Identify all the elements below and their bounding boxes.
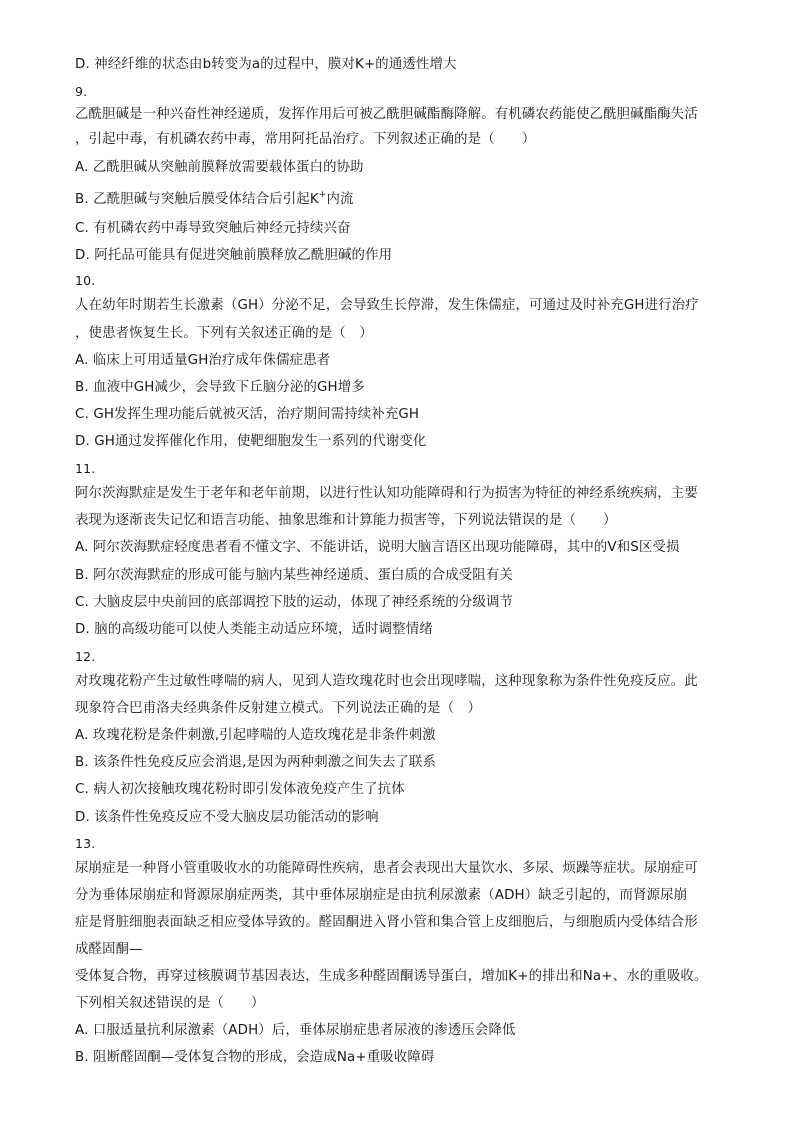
q12-option-c: C. 病人初次接触玫瑰花粉时即引发体液免疫产生了抗体 (75, 782, 405, 797)
q12-option-d: D. 该条件性免疫反应不受大脑皮层功能活动的影响 (75, 810, 379, 825)
q11-option-d: D. 脑的高级功能可以使人类能主动适应环境，适时调整情绪 (75, 622, 433, 637)
q13-stem-line2: 分为垂体尿崩症和肾源尿崩症两类，其中垂体尿崩症是由抗利尿激素（ADH）缺乏引起的，而肾源尿崩 (75, 888, 688, 903)
k-ion-charge: + (318, 190, 327, 200)
q10-option-a: A. 临床上可用适量GH治疗成年侏儒症患者 (75, 353, 331, 368)
q10-option-c: C. GH发挥生理功能后就被灭活，治疗期间需持续补充GH (75, 407, 420, 422)
q11-option-b: B. 阿尔茨海默症的形成可能与脑内某些神经递质、蛋白质的合成受阻有关 (75, 568, 513, 583)
q12-number: 12. (75, 649, 96, 664)
q13-option-b: B. 阻断醛固酮—受体复合物的形成，会造成Na+重吸收障碍 (75, 1050, 435, 1065)
q10-stem-line1: 人在幼年时期若生长激素（GH）分泌不足，会导致生长停滞，发生侏儒症，可通过及时补充GH进行治疗 (75, 298, 699, 313)
q13-stem-line4: 成醛固酮— (75, 942, 143, 957)
q10-option-d: D. GH通过发挥催化作用，使靶细胞发生一系列的代谢变化 (75, 434, 427, 449)
q9-number: 9. (75, 84, 88, 99)
q13-option-a: A. 口服适量抗利尿激素（ADH）后，垂体尿崩症患者尿液的渗透压会降低 (75, 1023, 516, 1038)
q11-option-c: C. 大脑皮层中央前回的底部调控下肢的运动，体现了神经系统的分级调节 (75, 595, 514, 610)
q9-option-b-tail: 内流 (326, 192, 354, 207)
q13-stem-line3: 症是肾脏细胞表面缺乏相应受体导致的。醛固酮进入肾小管和集合管上皮细胞后，与细胞质内受体结合形 (75, 915, 698, 930)
q10-stem-line2: ，使患者恢复生长。下列有关叙述正确的是（ ） (75, 326, 373, 341)
q9-option-c: C. 有机磷农药中毒导致突触后神经元持续兴奋 (75, 221, 351, 236)
q12-option-a: A. 玫瑰花粉是条件刺激,引起哮喘的人造玫瑰花是非条件刺激 (75, 728, 436, 743)
k-ion-symbol: K (309, 192, 319, 207)
q9-option-a: A. 乙酰胆碱从突触前膜释放需要载体蛋白的协助 (75, 160, 364, 175)
q12-option-b: B. 该条件性免疫反应会消退,是因为两种刺激之间失去了联系 (75, 755, 437, 770)
q11-stem-line2: 表现为逐渐丧失记忆和语言功能、抽象思维和计算能力损害等，下列说法错误的是（ ） (75, 513, 617, 528)
q8-option-d: D. 神经纤维的状态由b转变为a的过程中，膜对K+的通透性增大 (75, 57, 457, 72)
q11-stem-line1: 阿尔茨海默症是发生于老年和老年前期，以进行性认知功能障碍和行为损害为特征的神经系统疾病，主要 (75, 486, 698, 501)
q12-stem-line2: 现象符合巴甫洛夫经典条件反射建立模式。下列说法正确的是（ ） (75, 701, 482, 716)
q10-option-b: B. 血液中GH减少，会导致下丘脑分泌的GH增多 (75, 380, 365, 395)
q9-option-b-text: B. 乙酰胆碱与突触后膜受体结合后引起 (75, 192, 310, 207)
q10-number: 10. (75, 273, 96, 288)
q13-stem-line1: 尿崩症是一种肾小管重吸收水的功能障碍性疾病，患者会表现出大量饮水、多尿、烦躁等症状。尿崩症可 (75, 861, 698, 876)
q13-number: 13. (75, 836, 96, 851)
q9-option-b (75, 191, 354, 209)
q9-option-d: D. 阿托品可能具有促进突触前膜释放乙酰胆碱的作用 (75, 248, 393, 263)
q12-stem-line1: 对玫瑰花粉产生过敏性哮喘的病人，见到人造玫瑰花时也会出现哮喘，这种现象称为条件性免疫反应。此 (75, 674, 698, 689)
q9-stem-line2: ，引起中毒，有机磷农药中毒，常用阿托品治疗。下列叙述正确的是（ ） (75, 132, 536, 147)
q9-stem-line1: 乙酰胆碱是一种兴奋性神经递质，发挥作用后可被乙酰胆碱酯酶降解。有机磷农药能使乙酰胆碱酯酶失活 (75, 107, 698, 122)
q11-number: 11. (75, 461, 96, 476)
q11-option-a: A. 阿尔茨海默症轻度患者看不懂文字、不能讲话，说明大脑言语区出现功能障碍，其中的V和S区受损 (75, 540, 680, 555)
q13-stem-line6: 下列相关叙述错误的是（ ） (75, 996, 265, 1011)
q13-stem-line5: 受体复合物，再穿过核膜调节基因表达，生成多种醛固酮诱导蛋白，增加K+的排出和Na+、水的重吸收。 (75, 969, 708, 984)
